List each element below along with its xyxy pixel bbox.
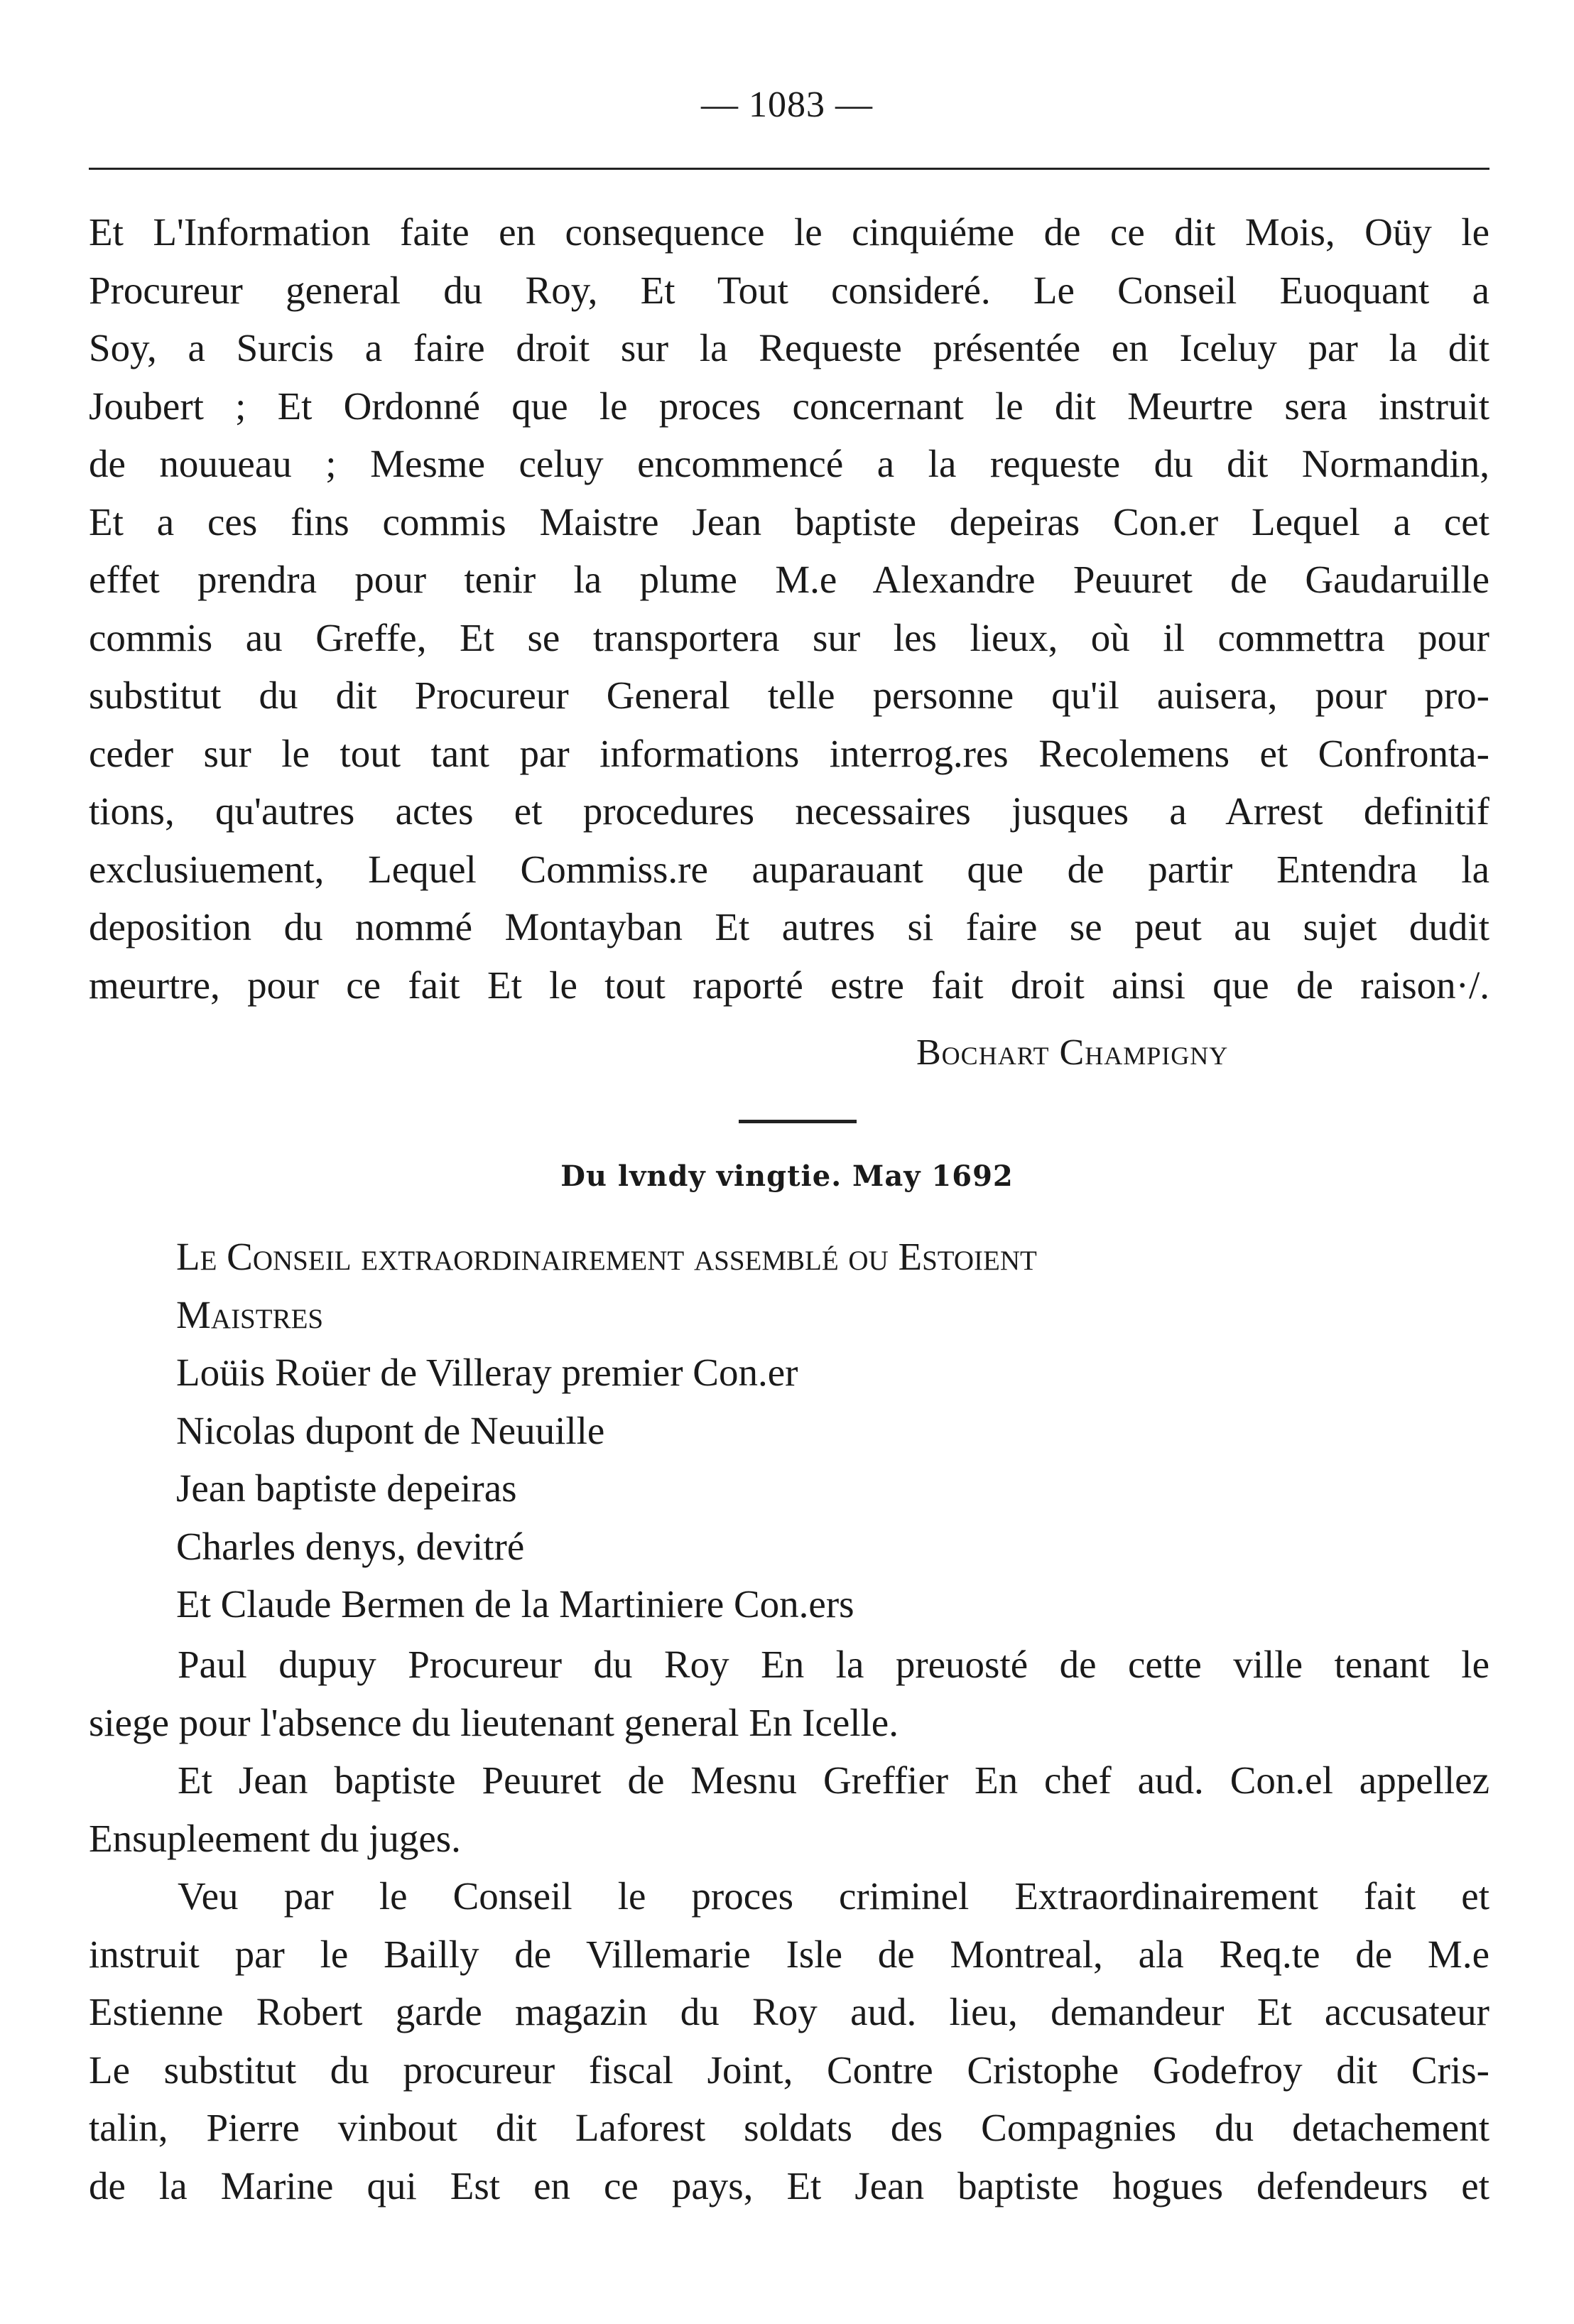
text-line: talin, Pierre vinbout dit Laforest soldats des Compagnies du detachement (89, 2106, 1489, 2149)
text-line: ceder sur le tout tant par informations interrog.res Recolemens et Confronta- (89, 731, 1489, 775)
text-line: de nouueau ; Mesme celuy encommencé a la requeste du dit Normandin, (89, 442, 1489, 485)
text-line: Veu par le Conseil le proces criminel Extraordinairement fait et (178, 1874, 1489, 1918)
header-rule (89, 168, 1489, 170)
assembly-line: Le Conseil extraordinairement assemblé ou Estoient (176, 1235, 1037, 1278)
signature: Bochart Champigny (916, 1032, 1229, 1073)
section-divider (739, 1120, 857, 1123)
text-line: Et L'Information faite en consequence le cinquiéme de ce dit Mois, Oüy le (89, 210, 1489, 254)
text-line: Paul dupuy Procureur du Roy En la preuosté de cette ville tenant le (178, 1643, 1489, 1686)
assembly-list (176, 1228, 1037, 1633)
text-line: Le substitut du procureur fiscal Joint, Contre Cristophe Godefroy dit Cris- (89, 2048, 1489, 2092)
page-number: — 1083 — (701, 85, 873, 125)
assembly-line: Maistres (176, 1292, 324, 1336)
text-line: commis au Greffe, Et se transportera sur les lieux, où il commettra pour (89, 615, 1489, 659)
text-line: siege pour l'absence du lieutenant general En Icelle. (89, 1700, 899, 1744)
text-line: meurtre, pour ce fait Et le tout raporté estre fait droit ainsi que de raison·/. (89, 963, 1489, 1007)
text-line: Et Jean baptiste Peuuret de Mesnu Greffier En chef aud. Con.el appellez (178, 1758, 1489, 1802)
assembly-line: Charles denys, devitré (176, 1524, 525, 1568)
text-line: Soy, a Surcis a faire droit sur la Requeste présentée en Iceluy par la dit (89, 326, 1489, 369)
first-paragraph (89, 203, 1489, 1014)
text-line: de la Marine qui Est en ce pays, Et Jean baptiste hogues defendeurs et (89, 2163, 1489, 2207)
assembly-line: Et Claude Bermen de la Martiniere Con.ers (176, 1582, 854, 1626)
text-line: Joubert ; Et Ordonné que le proces concernant le dit Meurtre sera instruit (89, 384, 1489, 428)
text-line: Estienne Robert garde magazin du Roy aud. lieu, demandeur Et accusateur (89, 1990, 1489, 2033)
text-line: Procureur general du Roy, Et Tout consideré. Le Conseil Euoquant a (89, 268, 1489, 312)
text-line: deposition du nommé Montayban Et autres si faire se peut au sujet dudit (89, 905, 1489, 948)
text-line: substitut du dit Procureur General telle personne qu'il auisera, pour pro- (89, 674, 1489, 717)
session-date-heading: Du lvndy vingtie. May 1692 (560, 1160, 1014, 1193)
text-line: Et a ces fins commis Maistre Jean baptiste depeiras Con.er Lequel a cet (89, 499, 1489, 544)
assembly-line: Nicolas dupont de Neuuille (176, 1408, 605, 1452)
assembly-line: Jean baptiste depeiras (176, 1466, 517, 1510)
text-line: tions, qu'autres actes et procedures necessaires jusques a Arrest definitif (89, 789, 1489, 833)
text-line: effet prendra pour tenir la plume M.e Alexandre Peuuret de Gaudaruille (89, 558, 1489, 601)
text-line: Ensupleement du juges. (89, 1816, 461, 1860)
body-paragraphs (89, 1636, 1489, 2215)
text-line: exclusiuement, Lequel Commiss.re auparauant que de partir Entendra la (89, 847, 1489, 891)
assembly-line: Loüis Roüer de Villeray premier Con.er (176, 1351, 798, 1394)
text-line: instruit par le Bailly de Villemarie Isle de Montreal, ala Req.te de M.e (89, 1932, 1489, 1976)
